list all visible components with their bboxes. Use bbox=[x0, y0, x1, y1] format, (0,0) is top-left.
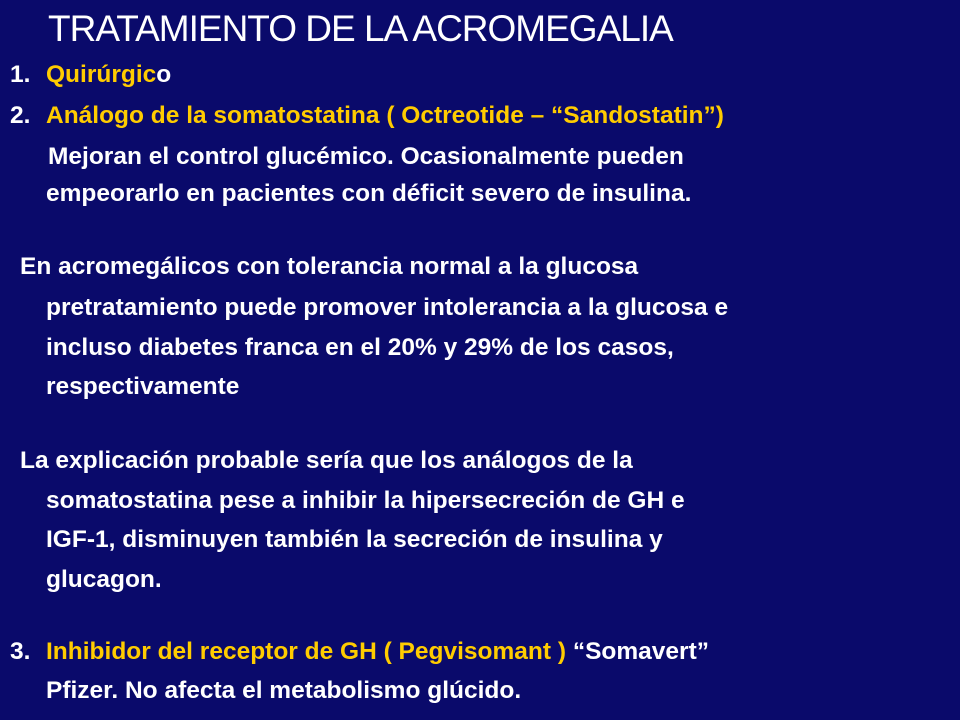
item3-label: Inhibidor del receptor de GH ( Pegvisomant ) bbox=[46, 638, 567, 665]
paragraph-2-line: glucagon. bbox=[46, 566, 162, 593]
paragraph-1-line: respectivamente bbox=[46, 373, 240, 400]
paragraph-1-line: pretratamiento puede promover intolerancia a la glucosa e bbox=[46, 294, 729, 321]
paragraph-2-line: somatostatina pese a inhibir la hipersecreción de GH e bbox=[46, 487, 685, 514]
item2-desc-line: Mejoran el control glucémico. Ocasionalmente pueden bbox=[48, 143, 684, 170]
item3-desc-line: Pfizer. No afecta el metabolismo glúcido. bbox=[46, 677, 522, 704]
list-number: 2. bbox=[10, 102, 31, 129]
list-number: 3. bbox=[10, 638, 31, 665]
list-item-2 bbox=[10, 101, 724, 131]
item1-label-suffix: o bbox=[156, 61, 172, 88]
paragraph-1-line: incluso diabetes franca en el 20% y 29% de los casos, bbox=[46, 334, 674, 361]
slide-title: TRATAMIENTO DE LA ACROMEGALIA bbox=[48, 8, 673, 49]
item2-label: Análogo de la somatostatina ( Octreotide – “Sandostatin”) bbox=[46, 102, 724, 129]
paragraph-1-line: En acromegálicos con tolerancia normal a la glucosa bbox=[20, 253, 639, 280]
list-number: 1. bbox=[10, 61, 31, 88]
paragraph-2-line: IGF-1, disminuyen también la secreción de insulina y bbox=[46, 526, 663, 553]
paragraph-2-line: La explicación probable sería que los análogos de la bbox=[20, 447, 633, 474]
item2-desc-line: empeorarlo en pacientes con déficit severo de insulina. bbox=[46, 180, 692, 207]
item1-label: Quirúrgic bbox=[46, 61, 157, 88]
list-item-3 bbox=[10, 637, 709, 667]
item3-brand: “Somavert” bbox=[572, 638, 709, 665]
list-item-1 bbox=[10, 60, 171, 90]
